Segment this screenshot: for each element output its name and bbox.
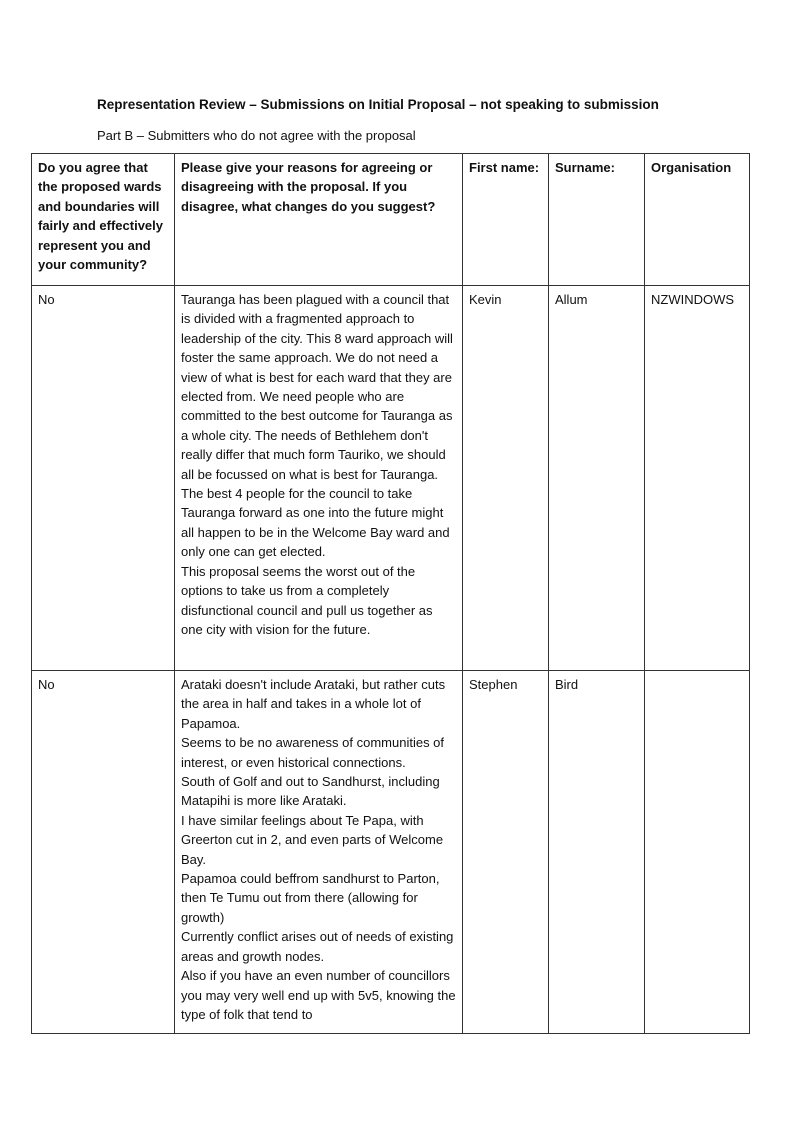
reason-paragraph: Seems to be no awareness of communities of interest, or even historical connections. (181, 735, 445, 770)
reason-paragraph: Tauranga has been plagued with a council that is divided with a fragmented approach to leadership of the city. This 8 ward approach will foster the same approach. We do not need a view of what is best for each ward that they are elected from. We need people who are committed to the best outcome for Tauranga as a whole city. The needs of Bethlehem don't really differ that much form Tauriko, we should all be focussed on what is best for Tauranga. The best 4 people for the council to take Tauranga forward as one into the future might all happen to be in the Welcome Bay ward and only one can get elected. (181, 292, 453, 560)
cell-reasons (175, 671, 463, 1034)
reason-paragraph: South of Golf and out to Sandhurst, including Matapihi is more like Arataki. (181, 774, 440, 809)
document-title: Representation Review – Submissions on Initial Proposal – not speaking to submission (97, 97, 659, 112)
cell-agree: No (32, 286, 175, 671)
reason-paragraph: This proposal seems the worst out of the options to take us from a completely disfunctional council and pull us together as one city with vision for the future. (181, 563, 433, 637)
cell-agree: No (32, 671, 175, 1034)
table-row (32, 671, 750, 1034)
header-reasons: Please give your reasons for agreeing or disagreeing with the proposal. If you disagree, what changes do you suggest? (175, 154, 463, 286)
reason-paragraph: Papamoa could beffrom sandhurst to Parton, then Te Tumu out from there (allowing for growth) (181, 871, 440, 925)
cell-organisation (645, 671, 750, 1034)
cell-organisation: NZWINDOWS (645, 286, 750, 671)
header-surname: Surname: (549, 154, 645, 286)
header-first-name: First name: (463, 154, 549, 286)
cell-first-name: Stephen (463, 671, 549, 1034)
cell-surname: Allum (549, 286, 645, 671)
header-agree: Do you agree that the proposed wards and boundaries will fairly and effectively represent you and your community? (32, 154, 175, 286)
reason-paragraph: Currently conflict arises out of needs of existing areas and growth nodes. (181, 929, 454, 964)
reason-paragraph: Arataki doesn't include Arataki, but rather cuts the area in half and takes in a whole lot of Papamoa. (181, 677, 446, 731)
reason-paragraph: I have similar feelings about Te Papa, with Greerton cut in 2, and even parts of Welcome Bay. (181, 812, 444, 867)
reason-paragraph: Also if you have an even number of councillors you may very well end up with 5v5, knowing the type of folk that tend to (181, 968, 456, 1022)
header-organisation: Organisation (645, 154, 750, 286)
submissions-table (31, 153, 750, 1034)
table-header-row (32, 154, 750, 286)
cell-reasons (175, 286, 463, 671)
document-subtitle: Part B – Submitters who do not agree with the proposal (97, 128, 416, 143)
table-row (32, 286, 750, 671)
cell-surname: Bird (549, 671, 645, 1034)
cell-first-name: Kevin (463, 286, 549, 671)
